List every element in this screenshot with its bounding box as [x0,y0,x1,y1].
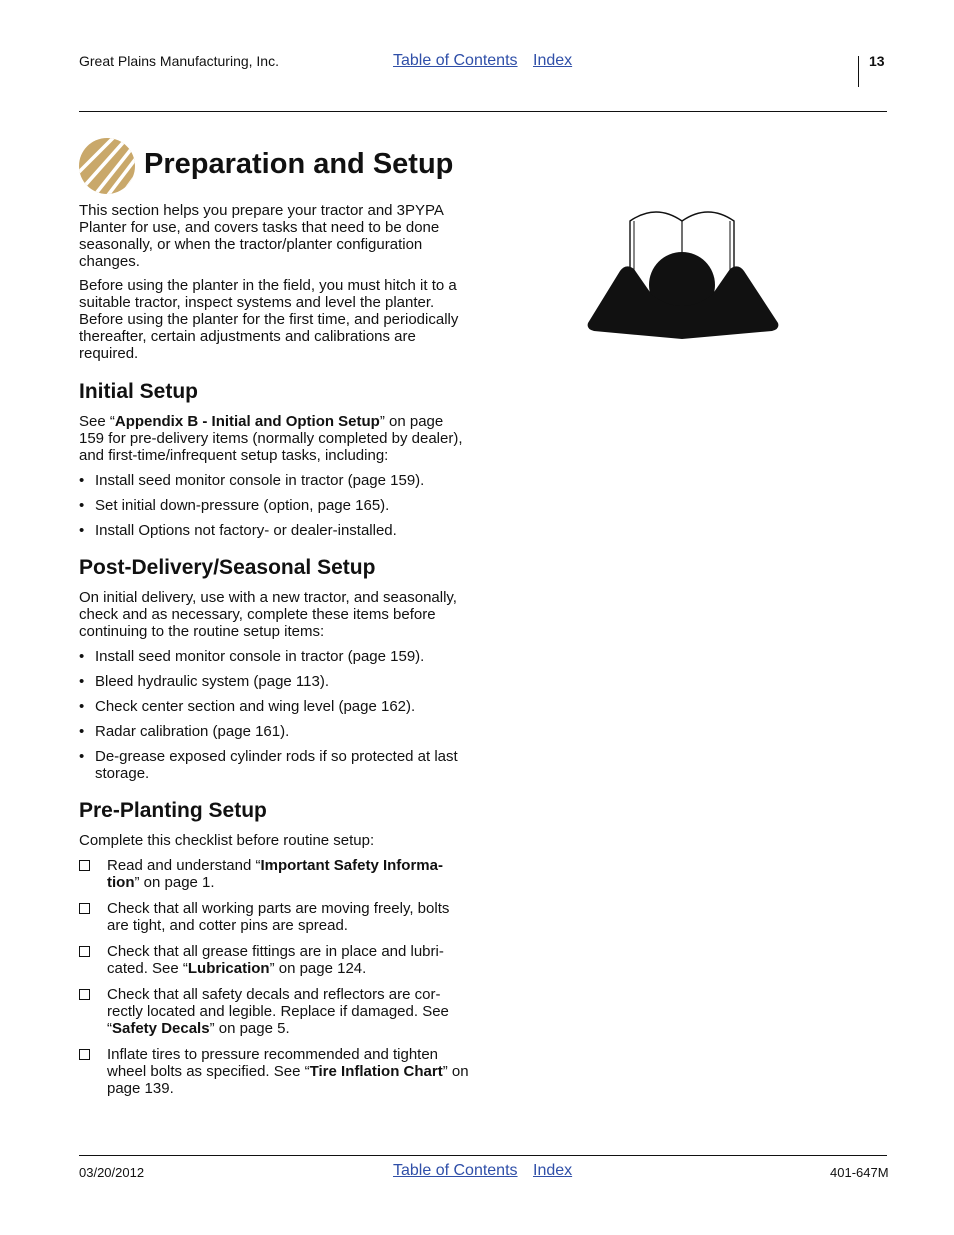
tire-inflation-reference: Tire Inflation Chart [309,1063,443,1080]
initial-setup-section [79,380,469,539]
list-item: • Install Options not factory- or dealer-installed. [79,522,469,539]
great-plains-logo-icon [78,137,136,195]
pre-planting-heading: Pre-Planting Setup [79,799,267,822]
text-run: ” on page 5. [209,1020,290,1037]
checklist-item [79,943,469,977]
list-item: • Install seed monitor console in tractor (page 159). [79,648,469,665]
header-index-link[interactable]: Index [533,52,573,69]
text-run: Check that all grease fittings are in place and lubri-cated. See “ [107,943,444,977]
page-number-divider [858,56,859,87]
page-number: 13 [869,53,885,69]
text-run: See “ [79,413,115,430]
checkbox-icon[interactable] [79,946,90,957]
lubrication-reference: Lubrication [187,960,270,977]
header-toc-link[interactable]: Table of Contents [393,52,518,69]
initial-setup-paragraph [79,413,469,464]
initial-setup-heading: Initial Setup [79,380,199,403]
intro-section [79,202,469,362]
checklist-item [79,900,469,934]
list-item: • Check center section and wing level (page 162). [79,698,469,715]
text-run: Check that all working parts are moving freely, bolts are tight, and cotter pins are spread. [107,900,450,934]
text-run: ” on page 124. [269,960,367,977]
checkbox-icon[interactable] [79,903,90,914]
checkbox-icon[interactable] [79,1049,90,1060]
checklist-item [79,986,469,1037]
safety-decals-reference: Safety Decals [112,1020,210,1037]
header-rule [79,111,887,112]
header-company: Great Plains Manufacturing, Inc. [79,53,279,69]
checkbox-icon[interactable] [79,860,90,871]
read-manual-icon [586,205,780,341]
pre-planting-paragraph: Complete this checklist before routine setup: [79,832,375,849]
post-delivery-paragraph: On initial delivery, use with a new tractor, and seasonally, check and as necessary, complete these items before continuing to the routine setup items: [79,589,457,640]
post-delivery-heading: Post-Delivery/Seasonal Setup [79,556,376,579]
post-delivery-section [79,556,469,782]
text-run: ” on page 139. [107,1063,469,1097]
footer-index-link[interactable]: Index [533,1162,573,1179]
checklist-item [79,857,469,891]
list-item: • Install seed monitor console in tractor (page 159). [79,472,469,489]
text-run: ” on page 159 for pre-delivery items (normally completed by dealer), and first-time/infrequent setup tasks, including: [79,413,463,464]
list-item: • Bleed hydraulic system (page 113). [79,673,469,690]
list-item: • Radar calibration (page 161). [79,723,469,740]
intro-paragraph-1: This section helps you prepare your tractor and 3PYPA Planter for use, and covers tasks that need to be done seasonally, or when the tractor/planter configuration changes. [79,202,444,270]
text-run: Check that all safety decals and reflectors are cor-rectly located and legible. Replace if damaged. See “ [107,986,449,1037]
checklist-item [79,1046,469,1097]
appendix-b-reference: Appendix B - Initial and Option Setup [114,413,380,430]
text-run: ” on page 1. [134,874,215,891]
list-item: • Set initial down-pressure (option, page 165). [79,497,469,514]
checkbox-icon[interactable] [79,989,90,1000]
pre-planting-section [79,799,469,1097]
intro-paragraph-2: Before using the planter in the field, you must hitch it to a suitable tractor, inspect systems and level the planter. Before using the planter for the first time, and periodically thereafter, certain adjustments and calibrations are required. [79,277,459,362]
text-run: Read and understand “ [107,857,261,874]
text-run: Inflate tires to pressure recommended and tighten wheel bolts as specified. See “ [107,1046,439,1080]
footer-date: 03/20/2012 [79,1165,145,1180]
safety-info-reference: Important Safety Informa-tion [107,857,443,891]
footer-doc-number: 401-647M [830,1165,889,1180]
page-title: Preparation and Setup [144,148,454,180]
footer-rule [79,1155,887,1156]
list-item: • De-grease exposed cylinder rods if so protected at last storage. [79,748,469,782]
footer-toc-link[interactable]: Table of Contents [393,1162,518,1179]
